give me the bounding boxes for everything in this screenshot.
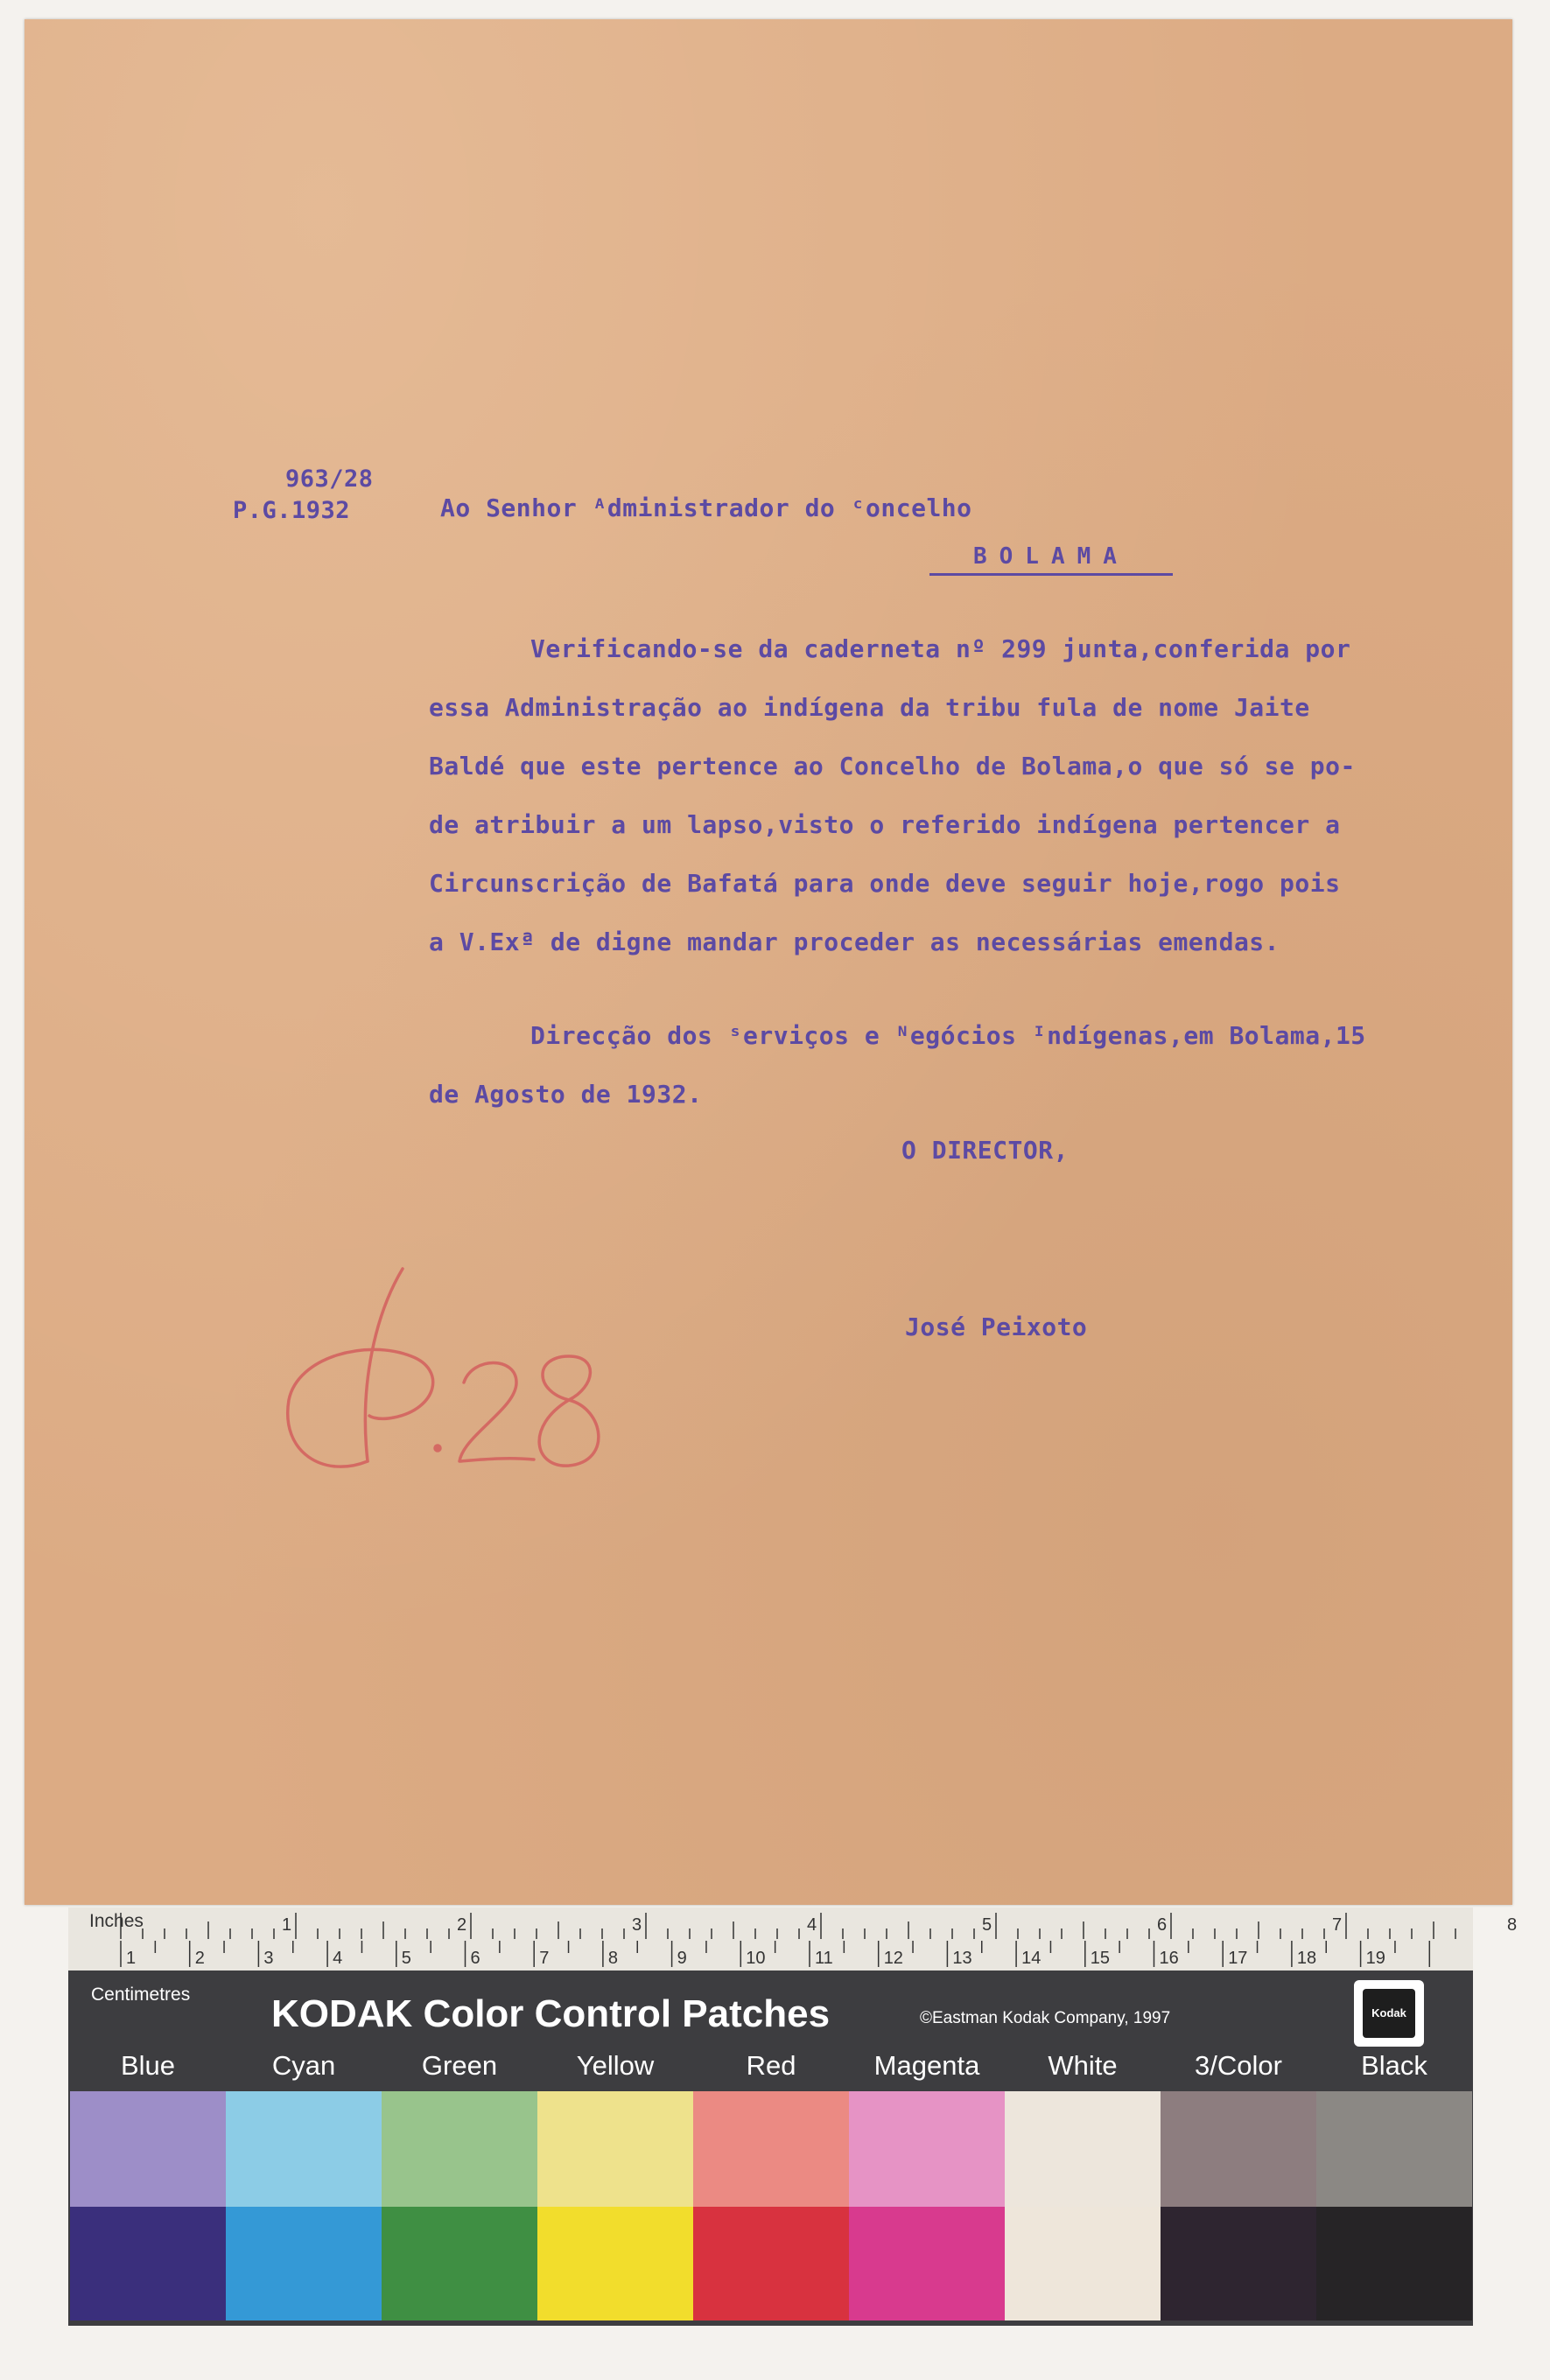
patch-label: Blue (120, 2050, 176, 2081)
card-title: KODAK Color Control Patches (271, 1992, 831, 2035)
patch-dark (693, 2207, 849, 2320)
ruler-inch-label: 1 (282, 1915, 292, 1935)
handwritten-note-p28 (271, 1260, 639, 1514)
ruler-inch-label: 6 (1157, 1915, 1168, 1935)
ruler-cm-label: 7 (539, 1949, 550, 1968)
ruler-cm-label: 3 (263, 1949, 274, 1968)
body-line-1: Verificando-se da caderneta nº 299 junta,conferida por (530, 634, 1351, 663)
ruler-cm-label: 1 (126, 1949, 137, 1968)
patch-label: Red (746, 2050, 796, 2081)
patch-light (537, 2091, 693, 2207)
ruler-cm-label: 10 (746, 1949, 766, 1968)
body-line-3: Baldé que este pertence ao Concelho de Bolama,o que só se po- (429, 752, 1356, 780)
ruler-inch-label: 3 (632, 1915, 642, 1935)
body-line-6: a V.Exª de digne mandar proceder as necessárias emendas. (429, 928, 1280, 956)
patch-label: 3/Color (1195, 2050, 1282, 2081)
patch-light (1161, 2091, 1316, 2207)
ruler (68, 1908, 1518, 1970)
ruler-cm-label: 14 (1021, 1949, 1042, 1968)
ruler-cm-label: 12 (883, 1949, 903, 1968)
ruler-ticks (68, 1908, 1518, 1970)
ruler-cm-label: 2 (194, 1949, 205, 1968)
patch-dark (1316, 2207, 1472, 2320)
ruler-cm-label: 13 (952, 1949, 972, 1968)
reference-number: 963/28 (285, 466, 374, 493)
patch-light (1316, 2091, 1472, 2207)
patch-light (382, 2091, 537, 2207)
patch-label: Magenta (873, 2050, 980, 2081)
closing-line-2: de Agosto de 1932. (429, 1080, 703, 1109)
ruler-inch-label: 8 (1507, 1915, 1518, 1935)
ruler-cm-label: 18 (1296, 1949, 1317, 1968)
patch-dark (382, 2207, 537, 2320)
body-line-2: essa Administração ao indígena da tribu fula de nome Jaite (429, 693, 1310, 722)
ruler-inch-label: 7 (1332, 1915, 1343, 1935)
body-line-4: de atribuir a um lapso,visto o referido indígena pertencer a (429, 810, 1341, 839)
patch-label: White (1048, 2050, 1118, 2081)
kodak-logo (1354, 1980, 1424, 2047)
reference-code: P.G.1932 (233, 497, 351, 524)
ruler-inch-label: 5 (982, 1915, 992, 1935)
patch-light (849, 2091, 1005, 2207)
patch-label: Green (421, 2050, 498, 2081)
color-control-card (68, 1908, 1518, 2326)
patch-dark (849, 2207, 1005, 2320)
patch-label: Yellow (576, 2050, 655, 2081)
patch-light (1005, 2091, 1161, 2207)
ruler-inch-label: 4 (807, 1915, 817, 1935)
addressee-line: Ao Senhor ᴬdministrador do ᶜoncelho (440, 494, 972, 522)
patch-dark (1161, 2207, 1316, 2320)
ruler-inch-label: 2 (457, 1915, 467, 1935)
patch-light (693, 2091, 849, 2207)
kodak-logo-text: Kodak (1363, 1989, 1415, 2038)
ruler-centimetres-label: Centimetres (91, 1984, 191, 2005)
ruler-cm-label: 15 (1090, 1949, 1111, 1968)
ruler-cm-label: 8 (607, 1949, 619, 1968)
patch-label: Black (1361, 2050, 1427, 2081)
ruler-cm-label: 9 (677, 1949, 687, 1968)
ruler-inches-label: Inches (89, 1911, 144, 1931)
patch-label: Cyan (271, 2050, 336, 2081)
ruler-cm-label: 5 (401, 1949, 411, 1968)
ruler-cm-label: 6 (470, 1949, 480, 1968)
signature-title: O DIRECTOR, (901, 1136, 1069, 1165)
ruler-cm-label: 19 (1365, 1949, 1385, 1968)
ruler-cm-label: 4 (333, 1949, 343, 1968)
patch-dark (226, 2207, 382, 2320)
closing-line-1: Direcção dos ˢerviços e ᴺegócios ᴵndígenas,em Bolama,15 (530, 1021, 1366, 1050)
patch-light (226, 2091, 382, 2207)
body-line-5: Circunscrição de Bafatá para onde deve seguir hoje,rogo pois (429, 869, 1341, 898)
patch-dark (1005, 2207, 1161, 2320)
signatory-name: José Peixoto (905, 1312, 1088, 1341)
patch-light (70, 2091, 226, 2207)
destination: BOLAMA (929, 543, 1173, 576)
patch-dark (70, 2207, 226, 2320)
card-copyright: ©Eastman Kodak Company, 1997 (920, 2009, 1171, 2027)
ruler-cm-label: 16 (1159, 1949, 1179, 1968)
ruler-cm-label: 17 (1228, 1949, 1248, 1968)
patch-dark (537, 2207, 693, 2320)
ruler-cm-label: 11 (815, 1949, 833, 1968)
